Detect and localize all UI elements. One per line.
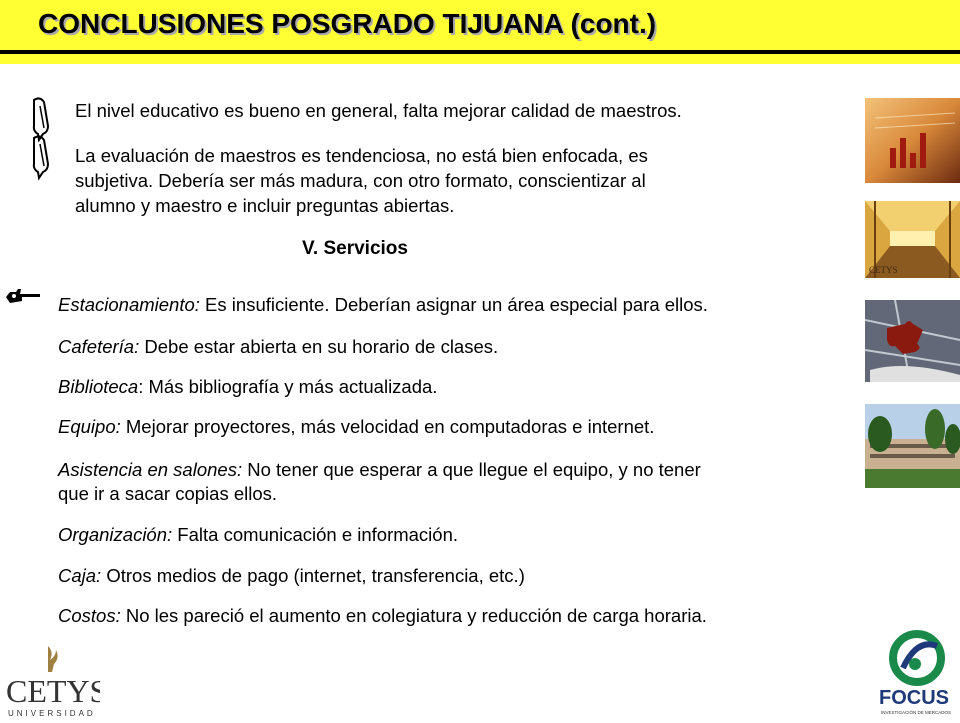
cetys-logo xyxy=(4,642,100,718)
puzzle-photo xyxy=(865,300,960,382)
service-label: Biblioteca xyxy=(58,376,139,397)
point-2-line-2: subjetiva. Debería ser más madura, con otro formato, conscientizar al xyxy=(75,170,646,191)
service-label: Equipo: xyxy=(58,416,121,437)
service-costs xyxy=(58,604,858,628)
torch-icon xyxy=(48,646,58,672)
campus-photo xyxy=(865,404,960,488)
service-equipment xyxy=(58,415,858,439)
service-organization xyxy=(58,523,858,547)
service-text: No tener que esperar a que llegue el equipo, y no tener xyxy=(242,459,701,480)
chart-photo xyxy=(865,98,960,183)
focus-logo xyxy=(875,628,960,718)
thumb-mark: CETYS xyxy=(869,265,898,275)
pushpin-icon xyxy=(26,134,58,182)
service-text: : Más bibliografía y más actualizada. xyxy=(138,376,438,397)
service-text: Otros medios de pago (internet, transferencia, etc.) xyxy=(101,565,525,586)
service-library xyxy=(58,375,858,399)
service-label: Caja: xyxy=(58,565,102,586)
service-text: Es insuficiente. Deberían asignar un área especial para ellos. xyxy=(199,294,708,315)
service-cafeteria xyxy=(58,335,858,359)
service-label: Cafetería: xyxy=(58,336,140,357)
service-text: Debe estar abierta en su horario de clases. xyxy=(139,336,499,357)
service-label: Costos: xyxy=(58,605,121,626)
service-classroom-assistance-cont xyxy=(58,482,858,506)
service-classroom-assistance xyxy=(58,458,858,482)
focus-sub: INVESTIGACIÓN DE MERCADOS xyxy=(881,710,952,715)
title-underline xyxy=(0,50,960,64)
point-2-line-1: La evaluación de maestros es tendenciosa, no está bien enfocada, es xyxy=(75,145,648,166)
service-text: Mejorar proyectores, más velocidad en computadoras e internet. xyxy=(120,416,655,437)
service-text: Falta comunicación e información. xyxy=(172,524,459,545)
service-text: que ir a sacar copias ellos. xyxy=(58,483,278,504)
point-2-line-3: alumno y maestro e incluir preguntas abiertas. xyxy=(75,195,455,216)
point-1: El nivel educativo es bueno en general, falta mejorar calidad de maestros. xyxy=(75,100,682,121)
cetys-name: CETYS xyxy=(6,673,100,709)
cetys-sub: UNIVERSIDAD xyxy=(8,709,96,718)
service-text: No les pareció el aumento en colegiatura y reducción de carga horaria. xyxy=(120,605,707,626)
service-label: Asistencia en salones: xyxy=(58,459,243,480)
service-label: Organización: xyxy=(58,524,173,545)
service-label: Estacionamiento: xyxy=(58,294,200,315)
pointing-hand-icon xyxy=(4,286,44,308)
section-title: V. Servicios xyxy=(302,238,408,259)
service-parking xyxy=(58,293,858,317)
focus-name: FOCUS xyxy=(879,687,949,709)
service-cashier xyxy=(58,564,858,588)
page-title: CONCLUSIONES POSGRADO TIJUANA (cont.) xyxy=(38,8,657,39)
hallway-photo xyxy=(865,201,960,278)
